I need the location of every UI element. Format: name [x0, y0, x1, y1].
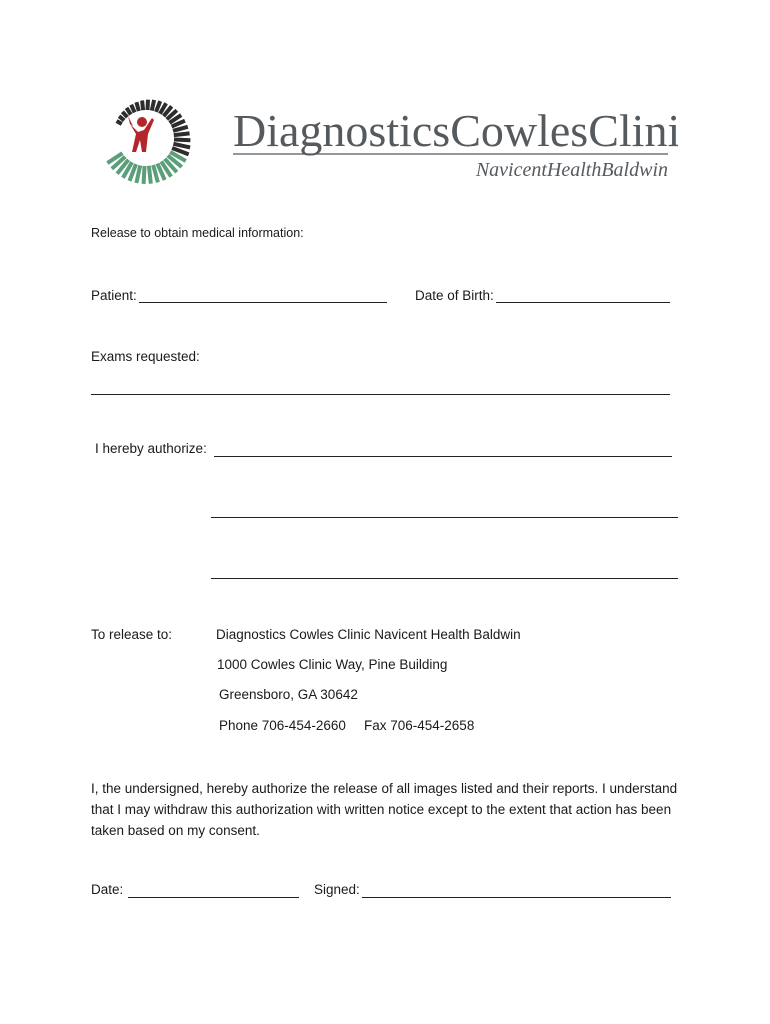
form-heading: Release to obtain medical information:: [91, 226, 304, 240]
logo-ring-segment: [149, 166, 151, 184]
patient-field[interactable]: [139, 302, 387, 303]
logo-ring-segment: [156, 101, 160, 112]
consent-text: I, the undersigned, hereby authorize the release of all images listed and their reports. I understand that I may withdraw this authorization with written notice except to the extent that action has been taken based on my consent.: [91, 781, 678, 838]
date-label: Date:: [91, 882, 124, 897]
release-to-city: Greensboro, GA 30642: [219, 687, 358, 702]
authorize-field-1[interactable]: [214, 456, 672, 457]
patient-label: Patient:: [91, 288, 137, 303]
logo-name: DiagnosticsCowlesClinic: [233, 105, 678, 156]
release-to-fax: Fax 706-454-2658: [364, 718, 475, 733]
exams-label: Exams requested:: [91, 349, 200, 364]
signed-label: Signed:: [314, 882, 360, 897]
clinic-logo-mark: [88, 90, 678, 190]
logo-ring-segment: [117, 121, 122, 124]
logo-ring-segment: [152, 100, 154, 111]
logo-ring-segment: [122, 112, 127, 117]
release-to-label: To release to:: [91, 627, 173, 642]
logo-ring-segment: [136, 165, 140, 183]
logo-ring-segment: [148, 100, 149, 110]
dob-field[interactable]: [496, 302, 670, 303]
logo-ring-segment: [136, 102, 138, 111]
logo-ring-segment: [144, 166, 145, 184]
clinic-logo: [88, 90, 678, 190]
authorize-label: I hereby authorize:: [95, 441, 207, 456]
release-to-name: Diagnostics Cowles Clinic Navicent Health Baldwin: [216, 627, 521, 642]
signature-field[interactable]: [362, 897, 671, 898]
authorize-field-3[interactable]: [211, 578, 678, 579]
logo-ring-segment: [127, 108, 131, 115]
exams-field[interactable]: [91, 394, 670, 395]
dob-label: Date of Birth:: [415, 288, 494, 303]
logo-ring-segment: [173, 144, 190, 148]
logo-ring-segment: [173, 127, 188, 131]
logo-ring-segment: [131, 105, 134, 113]
logo-ring-segment: [119, 116, 124, 120]
release-to-address: 1000 Cowles Clinic Way, Pine Building: [217, 657, 448, 672]
logo-subname: NavicentHealthBaldwin: [475, 159, 668, 181]
logo-ring-segment: [174, 133, 190, 135]
date-field[interactable]: [128, 897, 299, 898]
logo-ring-segment: [174, 140, 190, 141]
authorize-field-2[interactable]: [211, 517, 678, 518]
release-to-phone: Phone 706-454-2660: [219, 718, 346, 733]
logo-ring-segment: [142, 101, 143, 111]
